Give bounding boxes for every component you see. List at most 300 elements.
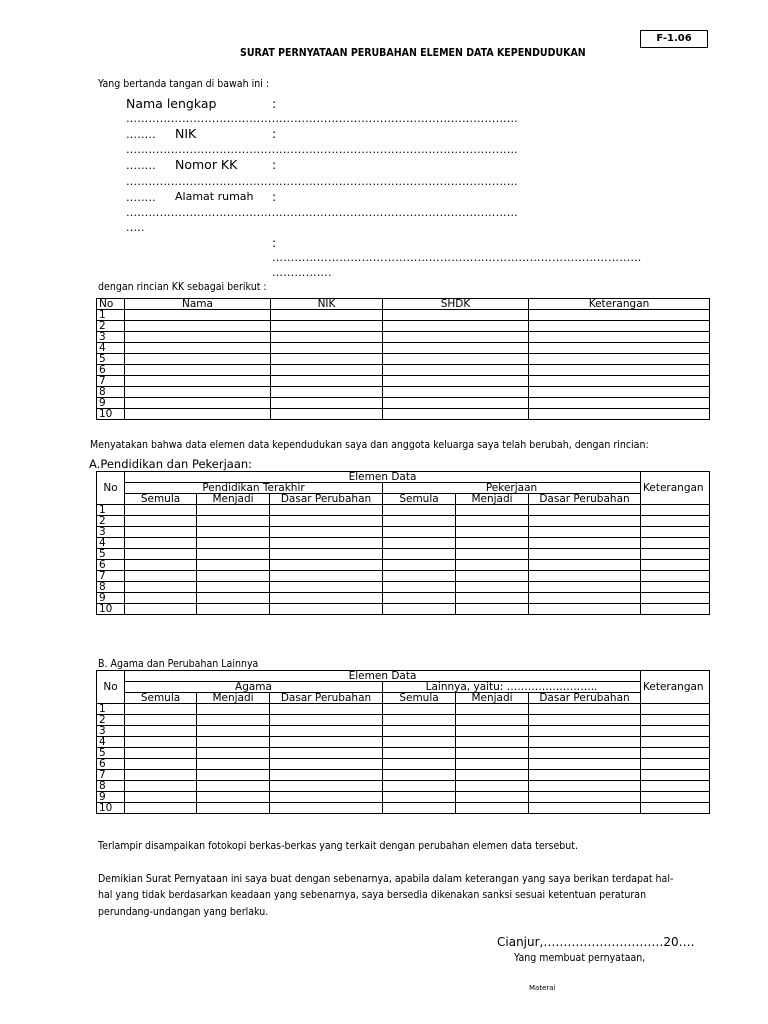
b-cell[interactable]: [641, 737, 710, 748]
a-cell[interactable]: [456, 593, 529, 604]
a-cell[interactable]: [197, 505, 270, 516]
kk-cell[interactable]: [529, 332, 710, 343]
a-cell[interactable]: [383, 527, 456, 538]
alamat-dots-lead: ……..: [126, 191, 156, 204]
kk-cell[interactable]: [383, 387, 529, 398]
section-b-label: B. Agama dan Perubahan Lainnya: [98, 657, 259, 670]
rincian-kk-label: dengan rincian KK sebagai berikut :: [98, 280, 267, 293]
a-row-number: 7: [97, 571, 125, 582]
a-cell[interactable]: [529, 538, 641, 549]
a-header-row-2: [97, 483, 710, 494]
kk-cell[interactable]: [271, 354, 383, 365]
kk-cell[interactable]: [271, 310, 383, 321]
b-row-number: 4: [97, 737, 125, 748]
kk-cell[interactable]: [529, 398, 710, 409]
intro-text: Yang bertanda tangan di bawah ini :: [98, 77, 270, 90]
b-table-row: [97, 803, 710, 814]
a-cell[interactable]: [456, 516, 529, 527]
b-row-number: 3: [97, 726, 125, 737]
materai-label: Materai: [529, 984, 556, 992]
signer-label: Yang membuat pernyataan,: [514, 951, 646, 964]
a-row-number: 10: [97, 604, 125, 615]
a-cell[interactable]: [197, 516, 270, 527]
kk-cell[interactable]: [125, 409, 271, 420]
a-cell[interactable]: [641, 527, 710, 538]
b-cell[interactable]: [125, 704, 197, 715]
alamat2-dots[interactable]: ………………………………………………………………………………………: [272, 251, 642, 264]
a-cell[interactable]: [383, 571, 456, 582]
b-cell[interactable]: [383, 726, 456, 737]
kk-table-row: [97, 332, 710, 343]
a-cell[interactable]: [197, 527, 270, 538]
kk-cell[interactable]: [383, 398, 529, 409]
a-cell[interactable]: [270, 582, 383, 593]
b-cell[interactable]: [270, 803, 383, 814]
kk-dots-lead: ……..: [126, 159, 156, 172]
a-cell[interactable]: [383, 538, 456, 549]
a-cell[interactable]: [529, 582, 641, 593]
a-cell[interactable]: [125, 516, 197, 527]
a-sub-dasar-2: Dasar Perubahan: [529, 494, 641, 505]
b-cell[interactable]: [270, 715, 383, 726]
b-cell[interactable]: [529, 704, 641, 715]
a-cell[interactable]: [641, 571, 710, 582]
b-cell[interactable]: [125, 759, 197, 770]
a-cell[interactable]: [641, 593, 710, 604]
a-header-pendidikan: Pendidikan Terakhir: [125, 483, 383, 494]
section-b-table: [96, 670, 710, 814]
a-cell[interactable]: [270, 527, 383, 538]
a-cell[interactable]: [529, 560, 641, 571]
b-table-row: [97, 726, 710, 737]
kk-row-number: 5: [97, 354, 125, 365]
a-cell[interactable]: [125, 505, 197, 516]
b-cell[interactable]: [383, 759, 456, 770]
kk-cell[interactable]: [529, 387, 710, 398]
b-cell[interactable]: [197, 759, 270, 770]
b-cell[interactable]: [529, 715, 641, 726]
kk-header-no: No: [97, 299, 125, 310]
b-header-elemen-data: Elemen Data: [125, 671, 641, 682]
kk-cell[interactable]: [125, 321, 271, 332]
kk-table-row: [97, 387, 710, 398]
a-cell[interactable]: [529, 604, 641, 615]
b-cell[interactable]: [197, 792, 270, 803]
a-cell[interactable]: [641, 516, 710, 527]
statement-text: Menyatakan bahwa data elemen data kependudukan saya dan anggota keluarga saya telah berubah, dengan rincian:: [90, 438, 649, 451]
a-cell[interactable]: [197, 593, 270, 604]
a-header-row-3: [97, 494, 710, 505]
kk-cell[interactable]: [529, 321, 710, 332]
a-row-number: 3: [97, 527, 125, 538]
page-title: SURAT PERNYATAAN PERUBAHAN ELEMEN DATA KEPENDUDUKAN: [240, 46, 586, 59]
kk-cell[interactable]: [125, 376, 271, 387]
lampiran-text: Terlampir disampaikan fotokopi berkas-berkas yang terkait dengan perubahan elemen data tersebut.: [98, 839, 579, 852]
b-cell[interactable]: [529, 781, 641, 792]
b-cell[interactable]: [641, 759, 710, 770]
a-row-number: 6: [97, 560, 125, 571]
a-row-number: 2: [97, 516, 125, 527]
b-sub-semula-2: Semula: [383, 693, 456, 704]
a-cell[interactable]: [125, 527, 197, 538]
b-cell[interactable]: [125, 792, 197, 803]
kk-cell[interactable]: [271, 398, 383, 409]
kk-cell[interactable]: [125, 332, 271, 343]
a-cell[interactable]: [456, 527, 529, 538]
nama-dots[interactable]: ……………………………………………………………………………………………: [126, 112, 518, 125]
b-table-row: [97, 737, 710, 748]
kk-header-nama: Nama: [125, 299, 271, 310]
a-cell[interactable]: [197, 582, 270, 593]
b-cell[interactable]: [197, 704, 270, 715]
kk-header-row: [97, 299, 710, 310]
kk-label: Nomor KK: [175, 157, 238, 172]
a-cell[interactable]: [270, 604, 383, 615]
b-cell[interactable]: [456, 704, 529, 715]
kk-cell[interactable]: [125, 387, 271, 398]
kk-cell[interactable]: [383, 310, 529, 321]
b-cell[interactable]: [270, 759, 383, 770]
nik-dots-lead: ……..: [126, 128, 156, 141]
a-cell[interactable]: [641, 538, 710, 549]
a-cell[interactable]: [197, 571, 270, 582]
b-cell[interactable]: [125, 715, 197, 726]
form-code: F-1.06: [656, 33, 692, 44]
b-cell[interactable]: [383, 715, 456, 726]
b-sub-dasar-2: Dasar Perubahan: [529, 693, 641, 704]
b-row-number: 8: [97, 781, 125, 792]
b-cell[interactable]: [270, 781, 383, 792]
b-cell[interactable]: [456, 759, 529, 770]
b-cell[interactable]: [529, 759, 641, 770]
a-table-row: [97, 571, 710, 582]
a-cell[interactable]: [125, 538, 197, 549]
a-sub-semula-1: Semula: [125, 494, 197, 505]
b-cell[interactable]: [456, 715, 529, 726]
b-cell[interactable]: [197, 781, 270, 792]
kk-header-shdk: SHDK: [383, 299, 529, 310]
kk-cell[interactable]: [271, 343, 383, 354]
b-cell[interactable]: [529, 748, 641, 759]
b-cell[interactable]: [641, 748, 710, 759]
a-table-row: [97, 604, 710, 615]
b-header-keterangan: Keterangan: [641, 671, 710, 704]
b-cell[interactable]: [456, 770, 529, 781]
a-cell[interactable]: [270, 516, 383, 527]
kk-cell[interactable]: [529, 310, 710, 321]
a-cell[interactable]: [125, 549, 197, 560]
a-cell[interactable]: [383, 549, 456, 560]
b-cell[interactable]: [383, 704, 456, 715]
b-table-row: [97, 770, 710, 781]
kk-row-number: 9: [97, 398, 125, 409]
a-cell[interactable]: [529, 549, 641, 560]
b-cell[interactable]: [125, 803, 197, 814]
a-table-row: [97, 538, 710, 549]
b-row-number: 6: [97, 759, 125, 770]
alamat-colon: :: [272, 189, 277, 204]
a-cell[interactable]: [125, 593, 197, 604]
b-header-row-2: [97, 682, 710, 693]
nik-label: NIK: [175, 126, 197, 141]
kk-cell[interactable]: [529, 365, 710, 376]
kk-cell[interactable]: [383, 354, 529, 365]
b-cell[interactable]: [383, 737, 456, 748]
kk-row-number: 6: [97, 365, 125, 376]
alamat2-dots-tail: …………….: [272, 266, 332, 279]
b-row-number: 7: [97, 770, 125, 781]
b-cell[interactable]: [197, 715, 270, 726]
a-header-elemen-data: Elemen Data: [125, 472, 641, 483]
b-cell[interactable]: [125, 781, 197, 792]
kk-cell[interactable]: [271, 376, 383, 387]
a-sub-menjadi-1: Menjadi: [197, 494, 270, 505]
b-sub-dasar-1: Dasar Perubahan: [270, 693, 383, 704]
kk-cell[interactable]: [271, 332, 383, 343]
a-cell[interactable]: [456, 582, 529, 593]
kk-cell[interactable]: [271, 365, 383, 376]
a-row-number: 1: [97, 505, 125, 516]
a-cell[interactable]: [641, 582, 710, 593]
a-cell[interactable]: [197, 549, 270, 560]
b-cell[interactable]: [197, 748, 270, 759]
a-cell[interactable]: [529, 593, 641, 604]
a-cell[interactable]: [125, 560, 197, 571]
a-cell[interactable]: [383, 604, 456, 615]
a-table-row: [97, 516, 710, 527]
kk-cell[interactable]: [383, 332, 529, 343]
b-cell[interactable]: [641, 792, 710, 803]
a-cell[interactable]: [270, 560, 383, 571]
kk-table-row: [97, 354, 710, 365]
a-cell[interactable]: [456, 571, 529, 582]
b-sub-semula-1: Semula: [125, 693, 197, 704]
b-cell[interactable]: [641, 781, 710, 792]
a-cell[interactable]: [529, 571, 641, 582]
demikian-line-1: Demikian Surat Pernyataan ini saya buat dengan sebenarnya, apabila dalam keterangan yang saya berikan terdapat hal-: [98, 872, 674, 885]
a-cell[interactable]: [383, 505, 456, 516]
a-cell[interactable]: [383, 582, 456, 593]
a-table-row: [97, 527, 710, 538]
b-cell[interactable]: [383, 748, 456, 759]
a-sub-menjadi-2: Menjadi: [456, 494, 529, 505]
b-table-row: [97, 759, 710, 770]
kk-row-number: 3: [97, 332, 125, 343]
a-row-number: 8: [97, 582, 125, 593]
b-sub-menjadi-2: Menjadi: [456, 693, 529, 704]
b-cell[interactable]: [641, 770, 710, 781]
nama-label: Nama lengkap: [126, 96, 217, 111]
a-header-keterangan: Keterangan: [641, 472, 710, 505]
b-cell[interactable]: [125, 737, 197, 748]
a-cell[interactable]: [641, 505, 710, 516]
form-code-box: [640, 30, 708, 48]
kk-table-row: [97, 310, 710, 321]
b-row-number: 1: [97, 704, 125, 715]
kk-colon: :: [272, 157, 277, 172]
b-row-number: 2: [97, 715, 125, 726]
a-cell[interactable]: [456, 604, 529, 615]
kk-cell[interactable]: [529, 376, 710, 387]
b-cell[interactable]: [197, 770, 270, 781]
a-table-row: [97, 560, 710, 571]
a-cell[interactable]: [197, 604, 270, 615]
nik-colon: :: [272, 126, 277, 141]
b-cell[interactable]: [456, 792, 529, 803]
b-cell[interactable]: [125, 748, 197, 759]
kk-cell[interactable]: [125, 310, 271, 321]
b-cell[interactable]: [125, 726, 197, 737]
b-cell[interactable]: [270, 704, 383, 715]
kk-row-number: 1: [97, 310, 125, 321]
a-row-number: 9: [97, 593, 125, 604]
kk-cell[interactable]: [125, 398, 271, 409]
kk-header-nik: NIK: [271, 299, 383, 310]
kk-cell[interactable]: [125, 354, 271, 365]
demikian-line-3: perundang-undangan yang berlaku.: [98, 905, 269, 918]
b-cell[interactable]: [529, 803, 641, 814]
kk-table-row: [97, 409, 710, 420]
a-cell[interactable]: [270, 549, 383, 560]
a-cell[interactable]: [456, 538, 529, 549]
kk-cell[interactable]: [271, 321, 383, 332]
a-cell[interactable]: [197, 560, 270, 571]
a-cell[interactable]: [456, 505, 529, 516]
kk-table-row: [97, 365, 710, 376]
a-table-row: [97, 593, 710, 604]
kk-cell[interactable]: [529, 409, 710, 420]
a-sub-semula-2: Semula: [383, 494, 456, 505]
a-cell[interactable]: [641, 604, 710, 615]
b-header-row-3: [97, 693, 710, 704]
alamat-dots[interactable]: ……………………………………………………………………………………………: [126, 206, 518, 219]
a-table-row: [97, 549, 710, 560]
b-cell[interactable]: [270, 726, 383, 737]
a-cell[interactable]: [270, 571, 383, 582]
a-cell[interactable]: [641, 560, 710, 571]
b-cell[interactable]: [270, 770, 383, 781]
a-sub-dasar-1: Dasar Perubahan: [270, 494, 383, 505]
b-cell[interactable]: [529, 792, 641, 803]
b-cell[interactable]: [456, 737, 529, 748]
b-cell[interactable]: [125, 770, 197, 781]
a-cell[interactable]: [529, 516, 641, 527]
a-cell[interactable]: [125, 571, 197, 582]
kk-cell[interactable]: [383, 365, 529, 376]
b-cell[interactable]: [197, 803, 270, 814]
b-cell[interactable]: [197, 737, 270, 748]
a-cell[interactable]: [270, 593, 383, 604]
kk-table-row: [97, 376, 710, 387]
kk-row-number: 7: [97, 376, 125, 387]
b-cell[interactable]: [383, 803, 456, 814]
a-cell[interactable]: [270, 505, 383, 516]
kk-row-number: 4: [97, 343, 125, 354]
a-row-number: 5: [97, 549, 125, 560]
a-cell[interactable]: [529, 527, 641, 538]
b-cell[interactable]: [456, 726, 529, 737]
kk-cell[interactable]: [271, 409, 383, 420]
a-cell[interactable]: [641, 549, 710, 560]
b-sub-menjadi-1: Menjadi: [197, 693, 270, 704]
kk-cell[interactable]: [383, 321, 529, 332]
b-cell[interactable]: [529, 770, 641, 781]
b-cell[interactable]: [270, 792, 383, 803]
demikian-line-2: hal yang tidak berdasarkan keadaan yang sebenarnya, saya bersedia dikenakan sanksi sesuai ketentuan peraturan: [98, 888, 647, 901]
a-header-no: No: [97, 472, 125, 505]
b-cell[interactable]: [641, 715, 710, 726]
b-header-no: No: [97, 671, 125, 704]
a-cell[interactable]: [125, 604, 197, 615]
a-cell[interactable]: [383, 516, 456, 527]
b-header-agama: Agama: [125, 682, 383, 693]
b-cell[interactable]: [270, 748, 383, 759]
b-cell[interactable]: [383, 792, 456, 803]
b-table-row: [97, 748, 710, 759]
b-header-lainnya: Lainnya, yaitu: ……………………..: [383, 682, 641, 693]
kk-cell[interactable]: [529, 343, 710, 354]
kk-cell[interactable]: [529, 354, 710, 365]
b-cell[interactable]: [641, 726, 710, 737]
b-header-row-1: [97, 671, 710, 682]
b-cell[interactable]: [641, 704, 710, 715]
b-cell[interactable]: [270, 737, 383, 748]
a-cell[interactable]: [270, 538, 383, 549]
a-cell[interactable]: [529, 505, 641, 516]
kk-header-keterangan: Keterangan: [529, 299, 710, 310]
b-cell[interactable]: [456, 748, 529, 759]
place-date[interactable]: Cianjur,…………………………20….: [497, 935, 695, 949]
section-a-label: A.Pendidikan dan Pekerjaan:: [89, 457, 253, 471]
alamat-label: Alamat rumah: [175, 190, 254, 203]
b-row-number: 9: [97, 792, 125, 803]
b-cell[interactable]: [383, 770, 456, 781]
kk-cell[interactable]: [383, 343, 529, 354]
nik-dots[interactable]: ……………………………………………………………………………………………: [126, 143, 518, 156]
b-cell[interactable]: [641, 803, 710, 814]
b-cell[interactable]: [529, 737, 641, 748]
b-cell[interactable]: [456, 803, 529, 814]
kk-cell[interactable]: [125, 343, 271, 354]
kk-table-row: [97, 398, 710, 409]
alamat2-colon: :: [272, 235, 277, 250]
b-cell[interactable]: [197, 726, 270, 737]
a-table-row: [97, 582, 710, 593]
a-cell[interactable]: [456, 560, 529, 571]
kk-table: [96, 298, 710, 420]
a-cell[interactable]: [383, 560, 456, 571]
kk-table-row: [97, 321, 710, 332]
a-header-pekerjaan: Pekerjaan: [383, 483, 641, 494]
a-header-row-1: [97, 472, 710, 483]
kk-cell[interactable]: [383, 409, 529, 420]
kk-cell[interactable]: [383, 376, 529, 387]
alamat-dots-tail: .….: [126, 221, 145, 234]
kk-dots[interactable]: ……………………………………………………………………………………………: [126, 175, 518, 188]
b-cell[interactable]: [383, 781, 456, 792]
kk-table-row: [97, 343, 710, 354]
a-cell[interactable]: [125, 582, 197, 593]
kk-cell[interactable]: [271, 387, 383, 398]
b-table-row: [97, 704, 710, 715]
b-cell[interactable]: [456, 781, 529, 792]
a-cell[interactable]: [197, 538, 270, 549]
b-cell[interactable]: [529, 726, 641, 737]
a-cell[interactable]: [456, 549, 529, 560]
kk-cell[interactable]: [125, 365, 271, 376]
kk-row-number: 10: [97, 409, 125, 420]
a-cell[interactable]: [383, 593, 456, 604]
